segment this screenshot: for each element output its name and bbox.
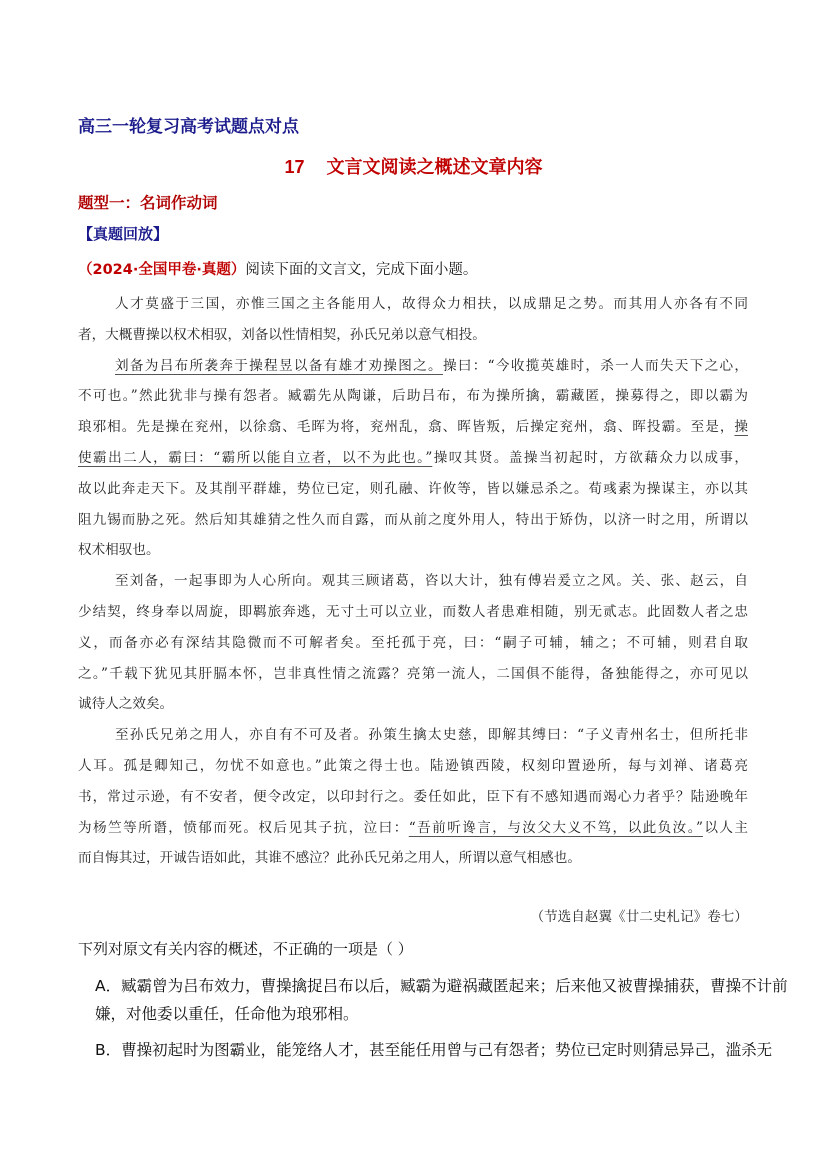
passage-line bbox=[78, 569, 748, 600]
document-title-text: 文言文阅读之概述文章内容 bbox=[326, 157, 543, 178]
passage-source: （节选自赵翼《廿二史札记》卷七） bbox=[530, 909, 748, 925]
passage-line bbox=[78, 538, 748, 569]
passage-line bbox=[78, 384, 748, 415]
passage-text: 操曰：“今收揽英雄时，杀一人而失天下之心， bbox=[442, 357, 749, 374]
passage-text: 为杨竺等所谮，愤郁而死。权后见其子抗，泣曰： bbox=[78, 819, 409, 836]
option-b-line: B．曹操初起时为图霸业，能笼络人才，甚至能任用曾与己有怨者；势位已定时则猜忌异己，滥杀无 bbox=[95, 1041, 773, 1059]
document-title bbox=[0, 153, 827, 179]
passage-line bbox=[78, 785, 748, 816]
passage-text: 故以此奔走天下。及其削平群雄，势位已定，则孔融、许攸等，皆以嫌忌杀之。荀彧素为操谋主，亦以其 bbox=[78, 480, 748, 497]
underlined-sentence: “吾前听谗言，与汝父大义不笃，以此负汝。” bbox=[408, 819, 703, 836]
passage-line bbox=[78, 692, 748, 723]
passage-line bbox=[78, 631, 748, 662]
passage-text: 至孙氏兄弟之用人，亦自有不可及者。孙策生擒太史慈，即解其缚曰：“子义青州名士，但所托非 bbox=[115, 727, 748, 744]
passage-text: 人才莫盛于三国，亦惟三国之主各能用人，故得众力相扶，以成鼎足之势。而其用人亦各有不同 bbox=[115, 296, 748, 312]
passage-line bbox=[78, 600, 748, 631]
passage-line bbox=[78, 323, 748, 354]
intro-text: 阅读下面的文言文，完成下面小题。 bbox=[245, 262, 478, 278]
passage-line bbox=[78, 723, 748, 754]
passage-text: 以人主 bbox=[702, 819, 749, 836]
passage-text: 书，常过示逊，有不安者，便令改定，以印封行之。委任如此，臣下有不感知遇而竭心力者乎？陆逊晚年 bbox=[78, 788, 748, 805]
question-intro bbox=[78, 258, 477, 279]
passage-text: 人耳。孤是卿知己，勿忧不如意也。”此策之得士也。陆逊镇西陵，权刻印置逊所，每与刘禅、诸葛亮 bbox=[78, 757, 748, 774]
passage-line bbox=[78, 846, 748, 877]
passage-line bbox=[78, 292, 748, 323]
underlined-sentence: 操 bbox=[734, 419, 748, 436]
question-stem: 下列对原文有关内容的概述，不正确的一项是（ ） bbox=[78, 940, 413, 958]
passage-line bbox=[78, 354, 748, 385]
passage-text: 阻九锡而胁之死。然后知其雄猜之性久而自露，而从前之度外用人，特出于矫伪，以济一时之用，所谓以 bbox=[78, 511, 748, 528]
passage-text: 至刘备，一起事即为人心所向。观其三顾诸葛，咨以大计，独有傅岩爰立之风。关、张、赵云，自 bbox=[115, 573, 748, 590]
option-a-line: A．臧霸曾为吕布效力，曹操擒捉吕布以后，臧霸为避祸藏匿起来；后来他又被曹操捕获，曹操不计前 bbox=[95, 977, 788, 995]
passage-text: 义，而备亦必有深结其隐微而不可解者矣。至托孤于亮，曰：“嗣子可辅，辅之；不可辅，则君自取 bbox=[78, 634, 748, 651]
passage-line bbox=[78, 508, 748, 539]
passage-text: 权术相驭也。 bbox=[78, 542, 160, 559]
passage-text: 少结契，终身奉以周旋，即羁旅奔逃，无寸土可以立业，而数人者患难相随，别无贰志。此固数人者之忠 bbox=[78, 603, 748, 620]
passage-line bbox=[78, 662, 748, 693]
section-label: 【真题回放】 bbox=[78, 225, 169, 243]
passage-text: 之。”千载下犹见其肝膈本怀，岂非真性情之流露？亮第一流人，二国俱不能得，备独能得之，亦可见以 bbox=[78, 665, 748, 682]
passage-text: 诚待人之效矣。 bbox=[78, 696, 174, 713]
classical-passage bbox=[78, 292, 748, 877]
passage-line bbox=[78, 816, 748, 847]
underlined-sentence: 使霸出二人，霸曰：“霸所以能自立者，以不为此也。” bbox=[78, 449, 433, 466]
passage-line bbox=[78, 446, 748, 477]
passage-text: 琅邪相。先是操在兖州，以徐翕、毛晖为将，兖州乱，翕、晖皆叛，后操定兖州，翕、晖投霸。至是， bbox=[78, 419, 735, 436]
document-number: 17 bbox=[284, 157, 305, 177]
passage-line bbox=[78, 754, 748, 785]
series-title: 高三一轮复习高考试题点对点 bbox=[78, 117, 299, 137]
passage-text: 而自悔其过，开诚告语如此，其谁不感泣？此孙氏兄弟之用人，所谓以意气相感也。 bbox=[78, 850, 581, 867]
question-type-heading: 题型一：名词作动词 bbox=[78, 194, 218, 212]
passage-line bbox=[78, 415, 748, 446]
passage-text: 不可也。”然此犹非与操有怨者。臧霸先从陶谦，后助吕布，布为操所擒，霸藏匿，操募得之，即以霸为 bbox=[78, 388, 748, 405]
passage-line bbox=[78, 477, 748, 508]
passage-text: 者，大概曹操以权术相驭，刘备以性情相契，孙氏兄弟以意气相投。 bbox=[78, 326, 486, 343]
exam-source: （2024·全国甲卷·真题） bbox=[78, 262, 246, 278]
passage-text: 操叹其贤。盖操当初起时，方欲藉众力以成事， bbox=[432, 449, 748, 466]
underlined-sentence: 刘备为吕布所袭奔于操程昱以备有雄才劝操图之。 bbox=[115, 357, 443, 374]
option-a-line: 嫌，对他委以重任，任命他为琅邪相。 bbox=[95, 1005, 359, 1023]
